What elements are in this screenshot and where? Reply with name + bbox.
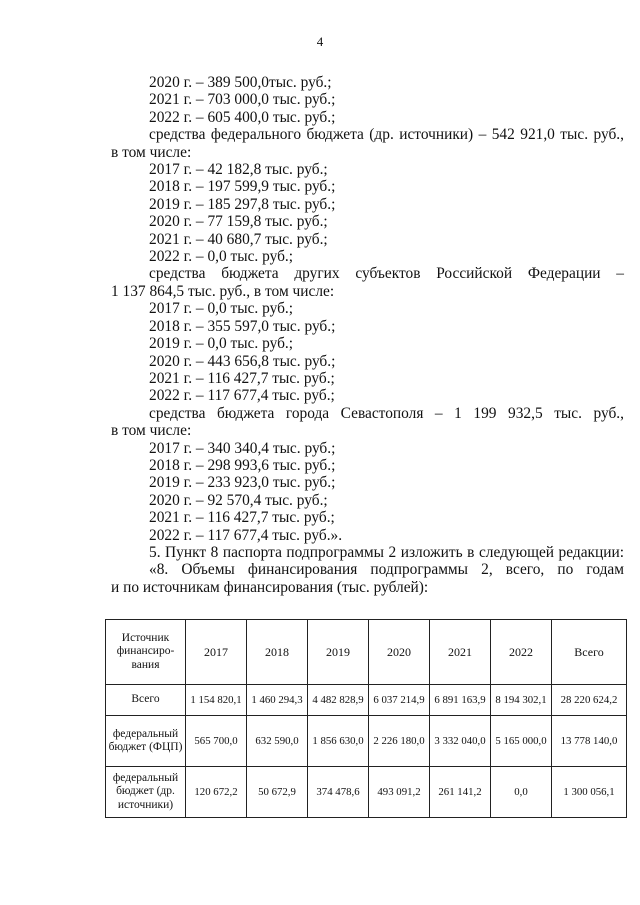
paragraph-line: средства бюджета города Севастополя – 1 199 932,5 тыс. руб., [149,404,624,422]
column-header: Всего [552,620,627,685]
table-cell: 6 891 163,9 [430,685,491,716]
budget-line: 2020 г. – 389 500,0тыс. руб.; [149,74,332,91]
budget-line: 2017 г. – 42 182,8 тыс. руб.; [149,161,328,179]
paragraph-line: средства бюджета других субъектов Российской Федерации – [149,265,624,283]
budget-line: 2021 г. – 116 427,7 тыс. руб.; [149,509,335,527]
budget-line: 2021 г. – 40 680,7 тыс. руб.; [149,230,328,248]
budget-line: 2019 г. – 0,0 тыс. руб.; [149,335,294,353]
budget-line: 2018 г. – 298 993,6 тыс. руб.; [149,456,336,474]
column-header: 2017 [186,620,247,685]
paragraph-line: в том числе: [111,422,192,440]
table-cell: 565 700,0 [186,716,247,767]
paragraph-line: средства федерального бюджета (др. источники) – 542 921,0 тыс. руб., [149,126,624,144]
column-header: 2020 [369,620,430,685]
table-cell: 493 091,2 [369,767,430,818]
table-cell: федеральный бюджет (ФЦП) [106,716,186,767]
table-cell: 261 141,2 [430,767,491,818]
table-row [106,716,627,767]
table-cell: 374 478,6 [308,767,369,818]
table-cell: 120 672,2 [186,767,247,818]
paragraph-line: и по источникам финансирования (тыс. рублей): [111,578,429,596]
page-number: 4 [316,34,324,49]
table-cell: 2 226 180,0 [369,716,430,767]
paragraph-line: 5. Пункт 8 паспорта подпрограммы 2 изложить в следующей редакции: [149,543,624,561]
table-header-row [106,620,627,685]
table-cell: 8 194 302,1 [491,685,552,716]
budget-line: 2022 г. – 605 400,0 тыс. руб.; [149,108,336,126]
table-cell: 1 856 630,0 [308,716,369,767]
table-cell: 6 037 214,9 [369,685,430,716]
table-row [106,767,627,818]
column-header: 2018 [247,620,308,685]
table-cell: 1 460 294,3 [247,685,308,716]
table-cell: 50 672,9 [247,767,308,818]
financing-table [105,619,627,818]
budget-line: 2017 г. – 340 340,4 тыс. руб.; [149,439,336,457]
table-cell: Всего [106,685,186,716]
budget-line: 2019 г. – 185 297,8 тыс. руб.; [149,195,336,213]
paragraph-line: 1 137 864,5 тыс. руб., в том числе: [111,282,335,300]
budget-line: 2020 г. – 77 159,8 тыс. руб.; [149,213,328,231]
budget-line: 2019 г. – 233 923,0 тыс. руб.; [149,474,336,492]
column-header: 2021 [430,620,491,685]
budget-line: 2022 г. – 0,0 тыс. руб.; [149,248,294,266]
budget-line: 2020 г. – 443 656,8 тыс. руб.; [149,352,336,370]
table-cell: федеральный бюджет (др. источники) [106,767,186,818]
budget-line: 2017 г. – 0,0 тыс. руб.; [149,300,294,318]
budget-line: 2021 г. – 703 000,0 тыс. руб.; [149,91,336,109]
table-row [106,685,627,716]
table-cell: 1 154 820,1 [186,685,247,716]
budget-line: 2018 г. – 355 597,0 тыс. руб.; [149,317,336,335]
table-cell: 3 332 040,0 [430,716,491,767]
budget-line: 2021 г. – 116 427,7 тыс. руб.; [149,369,335,387]
budget-line: 2020 г. – 92 570,4 тыс. руб.; [149,491,328,509]
table-cell: 28 220 624,2 [552,685,627,716]
budget-line: 2022 г. – 117 677,4 тыс. руб.; [149,387,335,405]
budget-line: 2018 г. – 197 599,9 тыс. руб.; [149,178,336,196]
table-cell: 13 778 140,0 [552,716,627,767]
table-cell: 4 482 828,9 [308,685,369,716]
table-cell: 632 590,0 [247,716,308,767]
table-cell: 1 300 056,1 [552,767,627,818]
column-header: 2022 [491,620,552,685]
table-cell: 5 165 000,0 [491,716,552,767]
paragraph-line: «8. Объемы финансирования подпрограммы 2, всего, по годам [149,561,624,579]
budget-line: 2022 г. – 117 677,4 тыс. руб.». [149,526,343,544]
column-header: Источник финансиро-вания [106,620,186,685]
paragraph-line: в том числе: [111,143,192,161]
table-cell: 0,0 [491,767,552,818]
column-header: 2019 [308,620,369,685]
document-body [111,74,624,596]
